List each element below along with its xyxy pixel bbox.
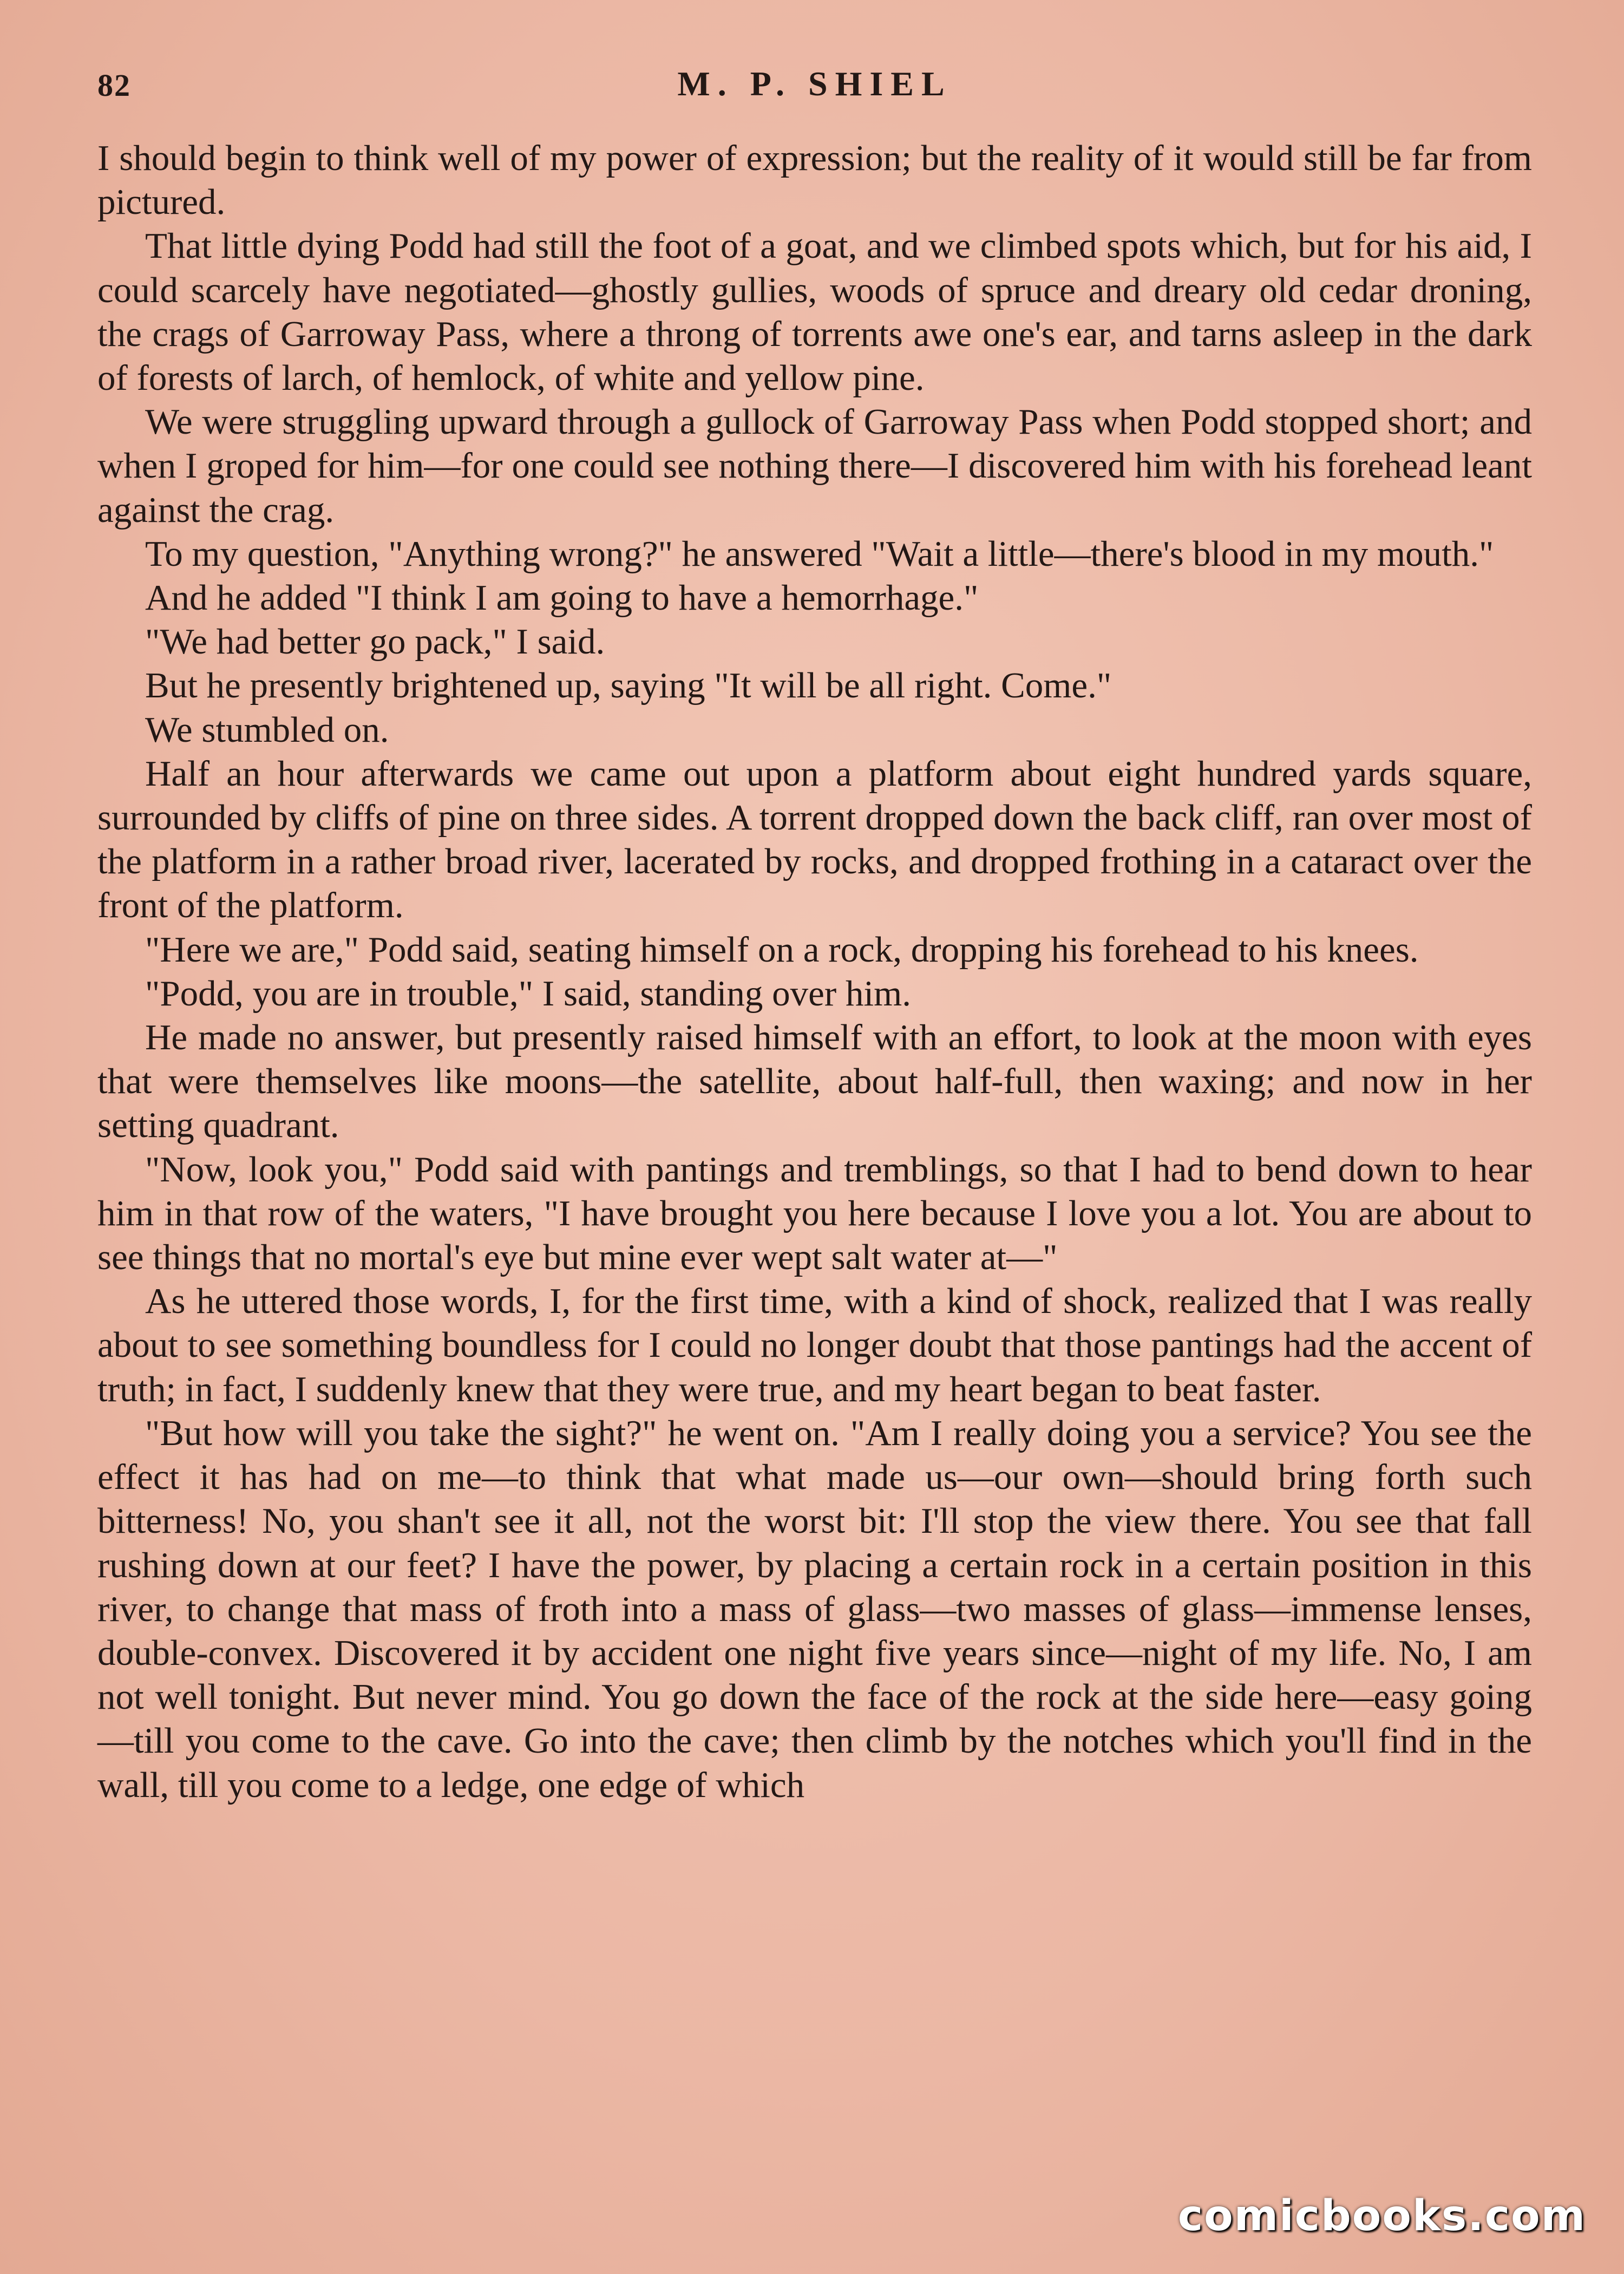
- paragraph: We were struggling upward through a gullock of Garroway Pass when Podd stopped short; and when I groped for him—for one could see nothing there—I discovered him with his forehead leant against the crag.: [97, 402, 1532, 530]
- page-number: 82: [97, 68, 131, 103]
- paragraph: But he presently brightened up, saying "It will be all right. Come.": [145, 665, 1112, 706]
- paragraph: "But how will you take the sight?" he went on. "Am I really doing you a service? You see the effect it has had on me—to think that what made us—our own—should bring forth such bitterness! No, you shan't see it all, not the worst bit: I'll stop the view there. You see that fall rushing down at our feet? I have the power, by placing a certain rock in a certain position in this river, to change that mass of froth into a mass of glass—two masses of glass—immense lenses, double-convex. Discovered it by accident one night five years since—night of my life. No, I am not well tonight. But never mind. You go down the face of the rock at the side here—easy going —till you come to the cave. Go into the cave; then climb by the notches which you'll find in the wall, till you come to a ledge, one edge of which: [97, 1413, 1532, 1805]
- running-title: M. P. SHIEL: [677, 64, 952, 103]
- paragraph: "Now, look you," Podd said with pantings and tremblings, so that I had to bend down to hear him in that row of the waters, "I have brought you here because I love you a lot. You are about to see things that no mortal's eye but mine ever wept salt water at—": [97, 1149, 1532, 1278]
- paragraph: He made no answer, but presently raised himself with an effort, to look at the moon with eyes that were themselves like moons—the satellite, about half-full, then waxing; and now in her setting quadrant.: [97, 1017, 1532, 1146]
- paragraph: We stumbled on.: [145, 709, 389, 750]
- body-text: [97, 136, 1532, 1807]
- paragraph: "Here we are," Podd said, seating himself on a rock, dropping his forehead to his knees.: [145, 929, 1419, 970]
- paragraph: I should begin to think well of my power of expression; but the reality of it would still be far from pictured.: [97, 138, 1532, 223]
- running-head: [97, 60, 1532, 119]
- book-page: [97, 60, 1532, 2171]
- paragraph: Half an hour afterwards we came out upon a platform about eight hundred yards square, surrounded by cliffs of pine on three sides. A torrent dropped down the back cliff, ran over most of the platform in a rather broad river, lacerated by rocks, and dropped frothing in a cataract over the front of the platform.: [97, 753, 1532, 926]
- paragraph: To my question, "Anything wrong?" he answered "Wait a little—there's blood in my mouth.": [145, 533, 1494, 574]
- paragraph: As he uttered those words, I, for the first time, with a kind of shock, realized that I was really about to see something boundless for I could no longer doubt that those pantings had the accent of truth; in fact, I suddenly knew that they were true, and my heart began to beat faster.: [97, 1281, 1532, 1409]
- paragraph: That little dying Podd had still the foot of a goat, and we climbed spots which, but for his aid, I could scarcely have negotiated—ghostly gullies, woods of spruce and dreary old cedar droning, the crags of Garroway Pass, where a throng of torrents awe one's ear, and tarns asleep in the dark of forests of larch, of hemlock, of white and yellow pine.: [97, 226, 1532, 398]
- watermark: comicbooks.com: [1177, 2192, 1586, 2240]
- paragraph: "Podd, you are in trouble," I said, standing over him.: [145, 973, 911, 1014]
- paragraph: And he added "I think I am going to have a hemorrhage.": [145, 578, 979, 618]
- paragraph: "We had better go pack," I said.: [145, 622, 605, 662]
